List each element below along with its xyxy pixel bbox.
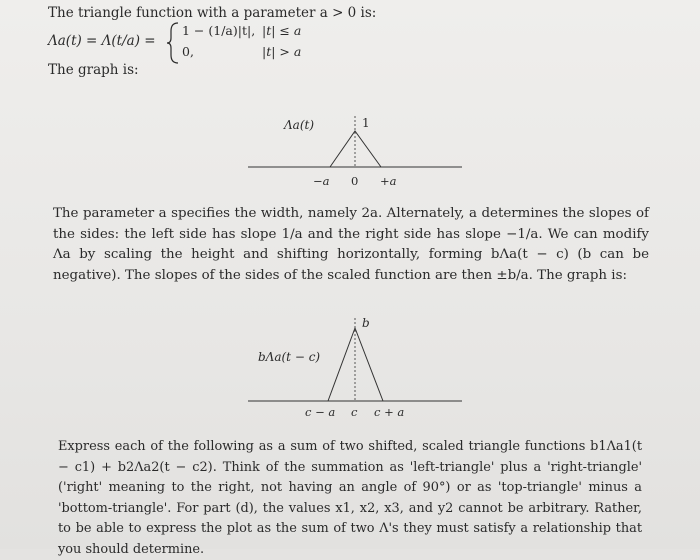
graph2-tick-center: c <box>351 405 358 419</box>
case2-expression: 0, <box>182 44 194 59</box>
graph1-function-label: Λa(t) <box>284 118 315 132</box>
paragraph-exercise-instructions: Express each of the following as a sum of two shifted, scaled triangle functions b1Λa1(t − c1) + b2Λa2(t − c2). Think of the summation as 'left-triangle' plus a 'right-triangle' ('right' meaning to the right, not having an angle of 90°) or as 'top-triangle' minus a 'bottom-triangle'. For part (d), the values x1, x2, x3, and y2 cannot be arbitrary. Rather, to be able to express the plot as the sum of two Λ's they must satisfy a relationship that you should determine. <box>58 439 642 557</box>
intro-heading: The triangle function with a parameter a > 0 is: <box>48 5 377 21</box>
graph2-function-label: bΛa(t − c) <box>258 350 321 364</box>
graph2-peak-label: b <box>362 316 370 330</box>
graph2-tick-left: c − a <box>305 405 336 419</box>
graph2-tick-right: c + a <box>374 405 405 419</box>
graph1-peak-label: 1 <box>362 116 370 130</box>
graph1-tick-right: +a <box>380 174 397 188</box>
graph-intro-text: The graph is: <box>48 62 139 78</box>
paragraph-width-description: The parameter a specifies the width, namely 2a. Alternately, a determines the slopes of the sides: the left side has slope 1/a and the right side has slope −1/a. We can modify Λa by scaling the height and shifting horizontally, forming bΛa(t − c) (b can be negative). The slopes of the sides of the scaled function are then ±b/a. The graph is: <box>53 206 649 283</box>
definition-lhs: Λa(t) = Λ(t/a) = <box>48 33 156 49</box>
case2-condition: |t| > a <box>262 44 302 59</box>
graph1-tick-center: 0 <box>351 174 359 188</box>
case1-condition: |t| ≤ a <box>262 23 302 38</box>
graph1-tick-left: −a <box>313 174 330 188</box>
case1-expression: 1 − (1/a)|t|, <box>182 23 256 38</box>
